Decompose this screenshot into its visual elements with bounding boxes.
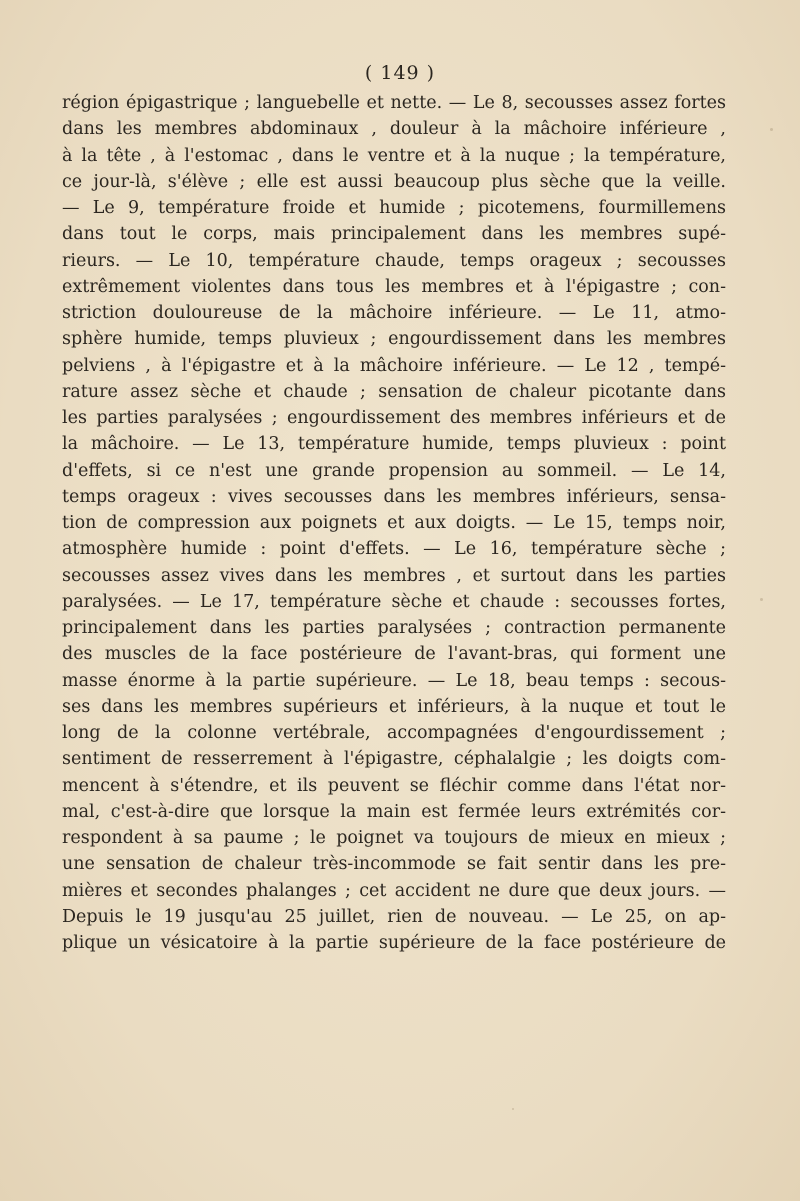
text-line: sentiment de resserrement à l'épigastre, céphalalgie ; les doigts com- [62,749,726,770]
text-line: plique un vésicatoire à la partie supérieure de la face postérieure de [62,933,726,953]
text-line: paralysées. — Le 17, température sèche et chaude : secousses fortes, [62,591,726,612]
text-line: mières et secondes phalanges ; cet accident ne dure que deux jours. — [62,880,726,901]
paper-speck [760,598,763,601]
text-line: principalement dans les parties paralysées ; contraction permanente [62,618,726,638]
text-line: des muscles de la face postérieure de l'avant-bras, qui forment une [62,644,726,665]
text-line: Depuis le 19 jusqu'au 25 juillet, rien de nouveau. — Le 25, on ap- [62,906,726,927]
text-line: les parties paralysées ; engourdissement des membres inférieurs et de [62,408,726,428]
text-line: dans les membres abdominaux , douleur à la mâchoire inférieure , [62,119,726,140]
text-line: d'effets, si ce n'est une grande propension au sommeil. — Le 14, [62,460,726,481]
text-line: dans tout le corps, mais principalement dans les membres supé- [62,224,726,245]
text-line: région épigastrique ; languebelle et nette. — Le 8, secousses assez fortes [62,93,726,113]
page-number: ( 149 ) [364,62,436,84]
text-line: atmosphère humide : point d'effets. — Le 16, température sèche ; [62,539,726,560]
text-line: sphère humide, temps pluvieux ; engourdissement dans les membres [62,329,726,350]
page-body-text [62,90,726,956]
text-line: tion de compression aux poignets et aux doigts. — Le 15, temps noir, [62,513,726,533]
text-line: ce jour-là, s'élève ; elle est aussi beaucoup plus sèche que la veille. [62,171,726,192]
text-line: mencent à s'étendre, et ils peuvent se fléchir comme dans l'état nor- [62,775,726,796]
text-line: ses dans les membres supérieurs et inférieurs, à la nuque et tout le [62,696,726,717]
text-line: secousses assez vives dans les membres , et surtout dans les parties [62,565,726,586]
text-line: rieurs. — Le 10, température chaude, temps orageux ; secousses [62,250,726,271]
text-line: masse énorme à la partie supérieure. — Le 18, beau temps : secous- [62,670,726,691]
text-line: extrêmement violentes dans tous les membres et à l'épigastre ; con- [62,276,726,297]
text-line: striction douloureuse de la mâchoire inférieure. — Le 11, atmo- [62,303,726,323]
text-line: une sensation de chaleur très-incommode se fait sentir dans les pre- [62,854,726,875]
text-line: — Le 9, température froide et humide ; picotemens, fourmillemens [62,198,726,218]
text-line: à la tête , à l'estomac , dans le ventre et à la nuque ; la température, [62,145,726,166]
text-line: long de la colonne vertébrale, accompagnées d'engourdissement ; [62,723,726,743]
text-line: la mâchoire. — Le 13, température humide, temps pluvieux : point [62,434,726,455]
text-line: mal, c'est-à-dire que lorsque la main est fermée leurs extrémités cor- [62,801,726,822]
text-line: pelviens , à l'épigastre et à la mâchoire inférieure. — Le 12 , tempé- [62,355,726,376]
paper-speck [770,128,773,131]
text-line: temps orageux : vives secousses dans les membres inférieurs, sensa- [62,486,726,507]
text-line: rature assez sèche et chaude ; sensation de chaleur picotante dans [62,381,726,402]
text-line: respondent à sa paume ; le poignet va toujours de mieux en mieux ; [62,828,726,848]
paper-speck [512,1108,514,1110]
